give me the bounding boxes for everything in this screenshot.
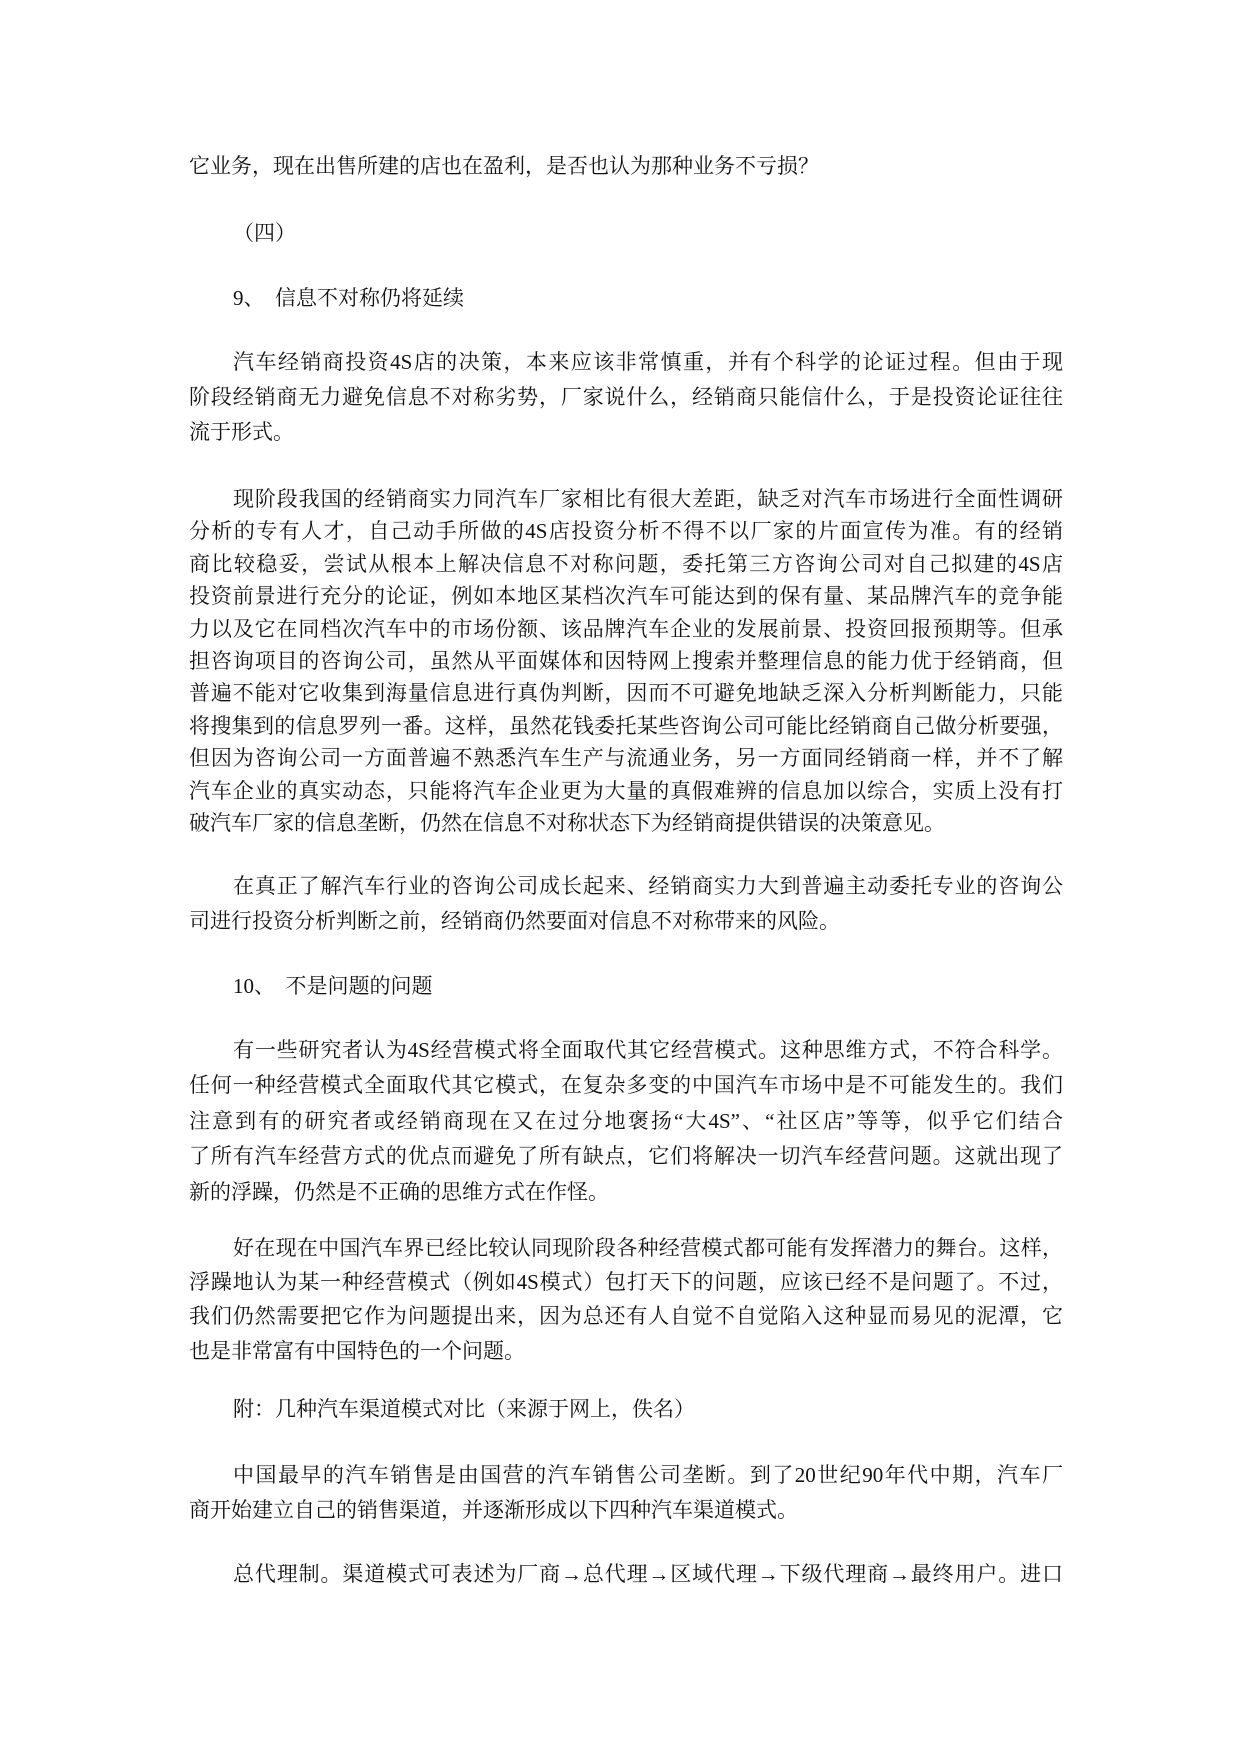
paragraph-line: 商比较稳妥，尝试从根本上解决信息不对称问题，委托第三方咨询公司对自己拟建的4S店 <box>189 551 1063 576</box>
paragraph-line: 阶段经销商无力避免信息不对称劣势，厂家说什么，经销商只能信什么，于是投资论证往往 <box>189 385 1063 409</box>
section-heading: 10、 不是问题的问题 <box>233 974 433 998</box>
paragraph-line: 它业务，现在出售所建的店也在盈利，是否也认为那种业务不亏损？ <box>189 154 819 178</box>
paragraph-line: 分析的专有人才，自己动手所做的4S店投资分析不得不以厂家的片面宣传为准。有的经销 <box>189 519 1063 544</box>
paragraph-line: 商开始建立自己的销售渠道，并逐渐形成以下四种汽车渠道模式。 <box>189 1498 798 1522</box>
paragraph <box>189 1458 1063 1528</box>
paragraph-line: 在真正了解汽车行业的咨询公司成长起来、经销商实力大到普遍主动委托专业的咨询公 <box>233 874 1063 898</box>
paragraph-line: 普遍不能对它收集到海量信息进行真伪判断，因而不可避免地缺乏深入分析判断能力，只能 <box>189 681 1063 706</box>
paragraph-line: 流于形式。 <box>189 420 294 444</box>
paragraph-line: 力以及它在同档次汽车中的市场份额、该品牌汽车企业的发展前景、投资回报预期等。但承 <box>189 616 1063 641</box>
paragraph-line: 汽车企业的真实动态，只能将汽车企业更为大量的真假难辨的信息加以综合，实质上没有打 <box>189 778 1063 803</box>
paragraph-line: 注意到有的研究者或经销商现在又在过分地褒扬“大4S”、“社区店”等等，似乎它们结合 <box>189 1108 1063 1133</box>
paragraph-line: 投资前景进行充分的论证，例如本地区某档次汽车可能达到的保有量、某品牌汽车的竞争能 <box>189 584 1063 609</box>
paragraph-line: 司进行投资分析判断之前，经销商仍然要面对信息不对称带来的风险。 <box>189 909 840 933</box>
carryover-paragraph <box>189 149 1063 184</box>
paragraph-line: 总代理制。渠道模式可表述为厂商→总代理→区域代理→下级代理商→最终用户。进口 <box>233 1562 1063 1586</box>
paragraph-line: 但因为咨询公司一方面普遍不熟悉汽车生产与流通业务，另一方面同经销商一样，并不了解 <box>189 746 1063 771</box>
paragraph <box>189 1231 1063 1368</box>
paragraph-line: 现阶段我国的经销商实力同汽车厂家相比有很大差距，缺乏对汽车市场进行全面性调研 <box>233 487 1063 511</box>
part-label: （四） <box>233 221 296 245</box>
paragraph-line: 浮躁地认为某一种经营模式（例如4S模式）包打天下的问题，应该已经不是问题了。不过， <box>189 1270 1063 1295</box>
paragraph-line: 了所有汽车经营方式的优点而避免了所有缺点，它们将解决一切汽车经营问题。这就出现了 <box>189 1144 1063 1169</box>
paragraph-line: 汽车经销商投资4S店的决策，本来应该非常慎重，并有个科学的论证过程。但由于现 <box>233 350 1063 374</box>
paragraph-line: 好在现在中国汽车界已经比较认同现阶段各种经营模式都可能有发挥潜力的舞台。这样， <box>233 1236 1063 1260</box>
paragraph-line: 也是非常富有中国特色的一个问题。 <box>189 1338 525 1363</box>
paragraph-line: 将搜集到的信息罗列一番。这样，虽然花钱委托某些咨询公司可能比经销商自己做分析要强， <box>189 713 1063 738</box>
paragraph-line: 新的浮躁，仍然是不正确的思维方式在作怪。 <box>189 1179 609 1204</box>
paragraph <box>189 1033 1063 1210</box>
paragraph <box>189 483 1063 839</box>
paragraph-line: 我们仍然需要把它作为问题提出来，因为总还有人自觉不自觉陷入这种显而易见的泥潭，它 <box>189 1304 1063 1329</box>
paragraph-line: 任何一种经营模式全面取代其它模式，在复杂多变的中国汽车市场中是不可能发生的。我们 <box>189 1073 1063 1098</box>
paragraph <box>189 345 1063 450</box>
part-label-block <box>189 216 1063 251</box>
paragraph-line: 中国最早的汽车销售是由国营的汽车销售公司垄断。到了20世纪90年代中期，汽车厂 <box>233 1463 1063 1487</box>
section-10-heading-block <box>189 969 1063 1004</box>
appendix-heading: 附：几种汽车渠道模式对比（来源于网上，佚名） <box>233 1397 695 1421</box>
paragraph <box>189 1557 1063 1592</box>
paragraph <box>189 869 1063 939</box>
paragraph-line: 担咨询项目的咨询公司，虽然从平面媒体和因特网上搜索并整理信息的能力优于经销商，但 <box>189 648 1063 673</box>
section-heading: 9、 信息不对称仍将延续 <box>233 286 464 310</box>
paragraph-line: 破汽车厂家的信息垄断，仍然在信息不对称状态下为经销商提供错误的决策意见。 <box>189 810 945 835</box>
paragraph-line: 有一些研究者认为4S经营模式将全面取代其它经营模式。这种思维方式，不符合科学。 <box>233 1038 1063 1062</box>
section-9-heading-block <box>189 281 1063 316</box>
appendix-heading-block <box>189 1392 1063 1427</box>
